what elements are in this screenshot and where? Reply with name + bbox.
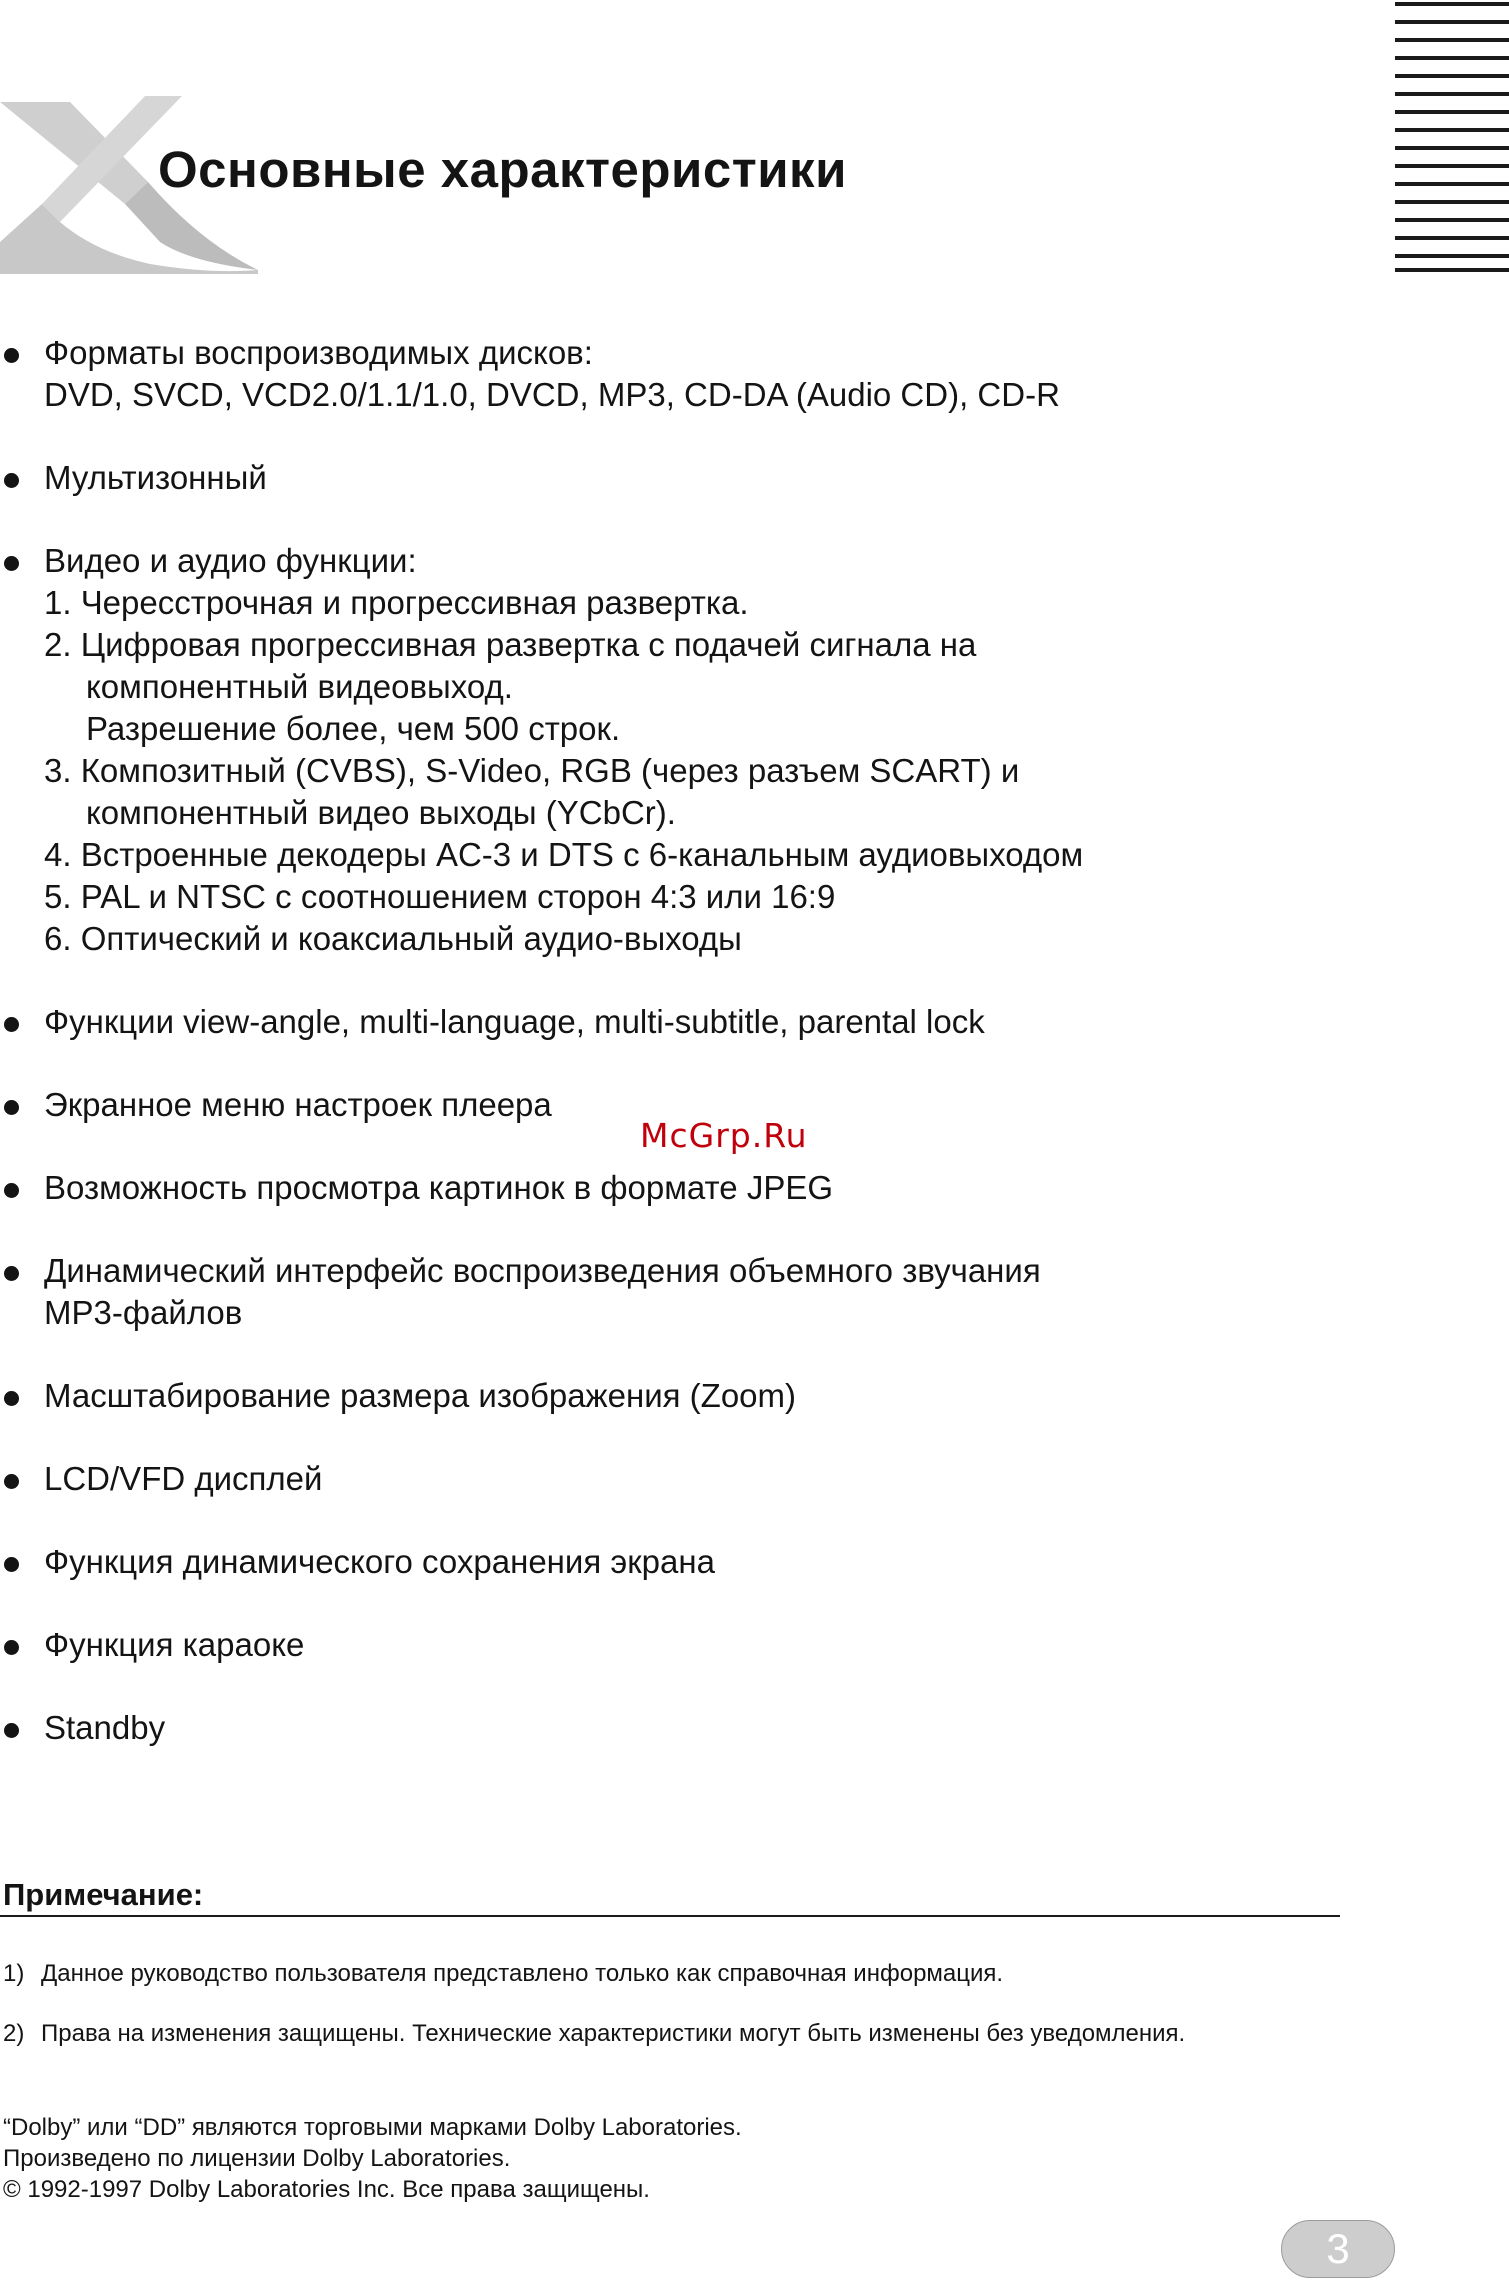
dolby-line: Произведено по лицензии Dolby Laboratories.	[3, 2145, 511, 2172]
feature-item	[0, 1458, 1380, 1500]
feature-subitem	[0, 624, 1380, 750]
bullet-icon	[4, 1100, 19, 1115]
feature-text: MP3-файлов	[44, 1294, 243, 1331]
feature-subitem-text: 6. Оптический и коаксиальный аудио-выходы	[44, 920, 742, 957]
note-item	[3, 1958, 1303, 1989]
feature-text: Функция динамического сохранения экрана	[44, 1543, 715, 1580]
note-list	[3, 1958, 1303, 2078]
feature-subitem	[0, 750, 1380, 834]
feature-item	[0, 1624, 1380, 1666]
page-title: Основные характеристики	[158, 141, 847, 198]
note-item	[3, 2018, 1303, 2049]
side-stripes	[1395, 0, 1509, 272]
feature-text: Видео и аудио функции:	[44, 542, 417, 579]
feature-item	[0, 1001, 1380, 1043]
feature-text: Масштабирование размера изображения (Zoom)	[44, 1377, 797, 1414]
note-divider	[0, 1915, 1340, 1917]
feature-list	[0, 332, 1380, 1790]
bullet-icon	[4, 556, 19, 571]
feature-text: Возможность просмотра картинок в формате JPEG	[44, 1169, 834, 1206]
feature-subitem	[0, 918, 1380, 960]
feature-subitem-continuation: компонентный видеовыход.	[86, 668, 513, 705]
dolby-line: “Dolby” или “DD” являются торговыми марками Dolby Laboratories.	[3, 2114, 742, 2141]
feature-subitem-continuation: компонентный видео выходы (YCbCr).	[86, 794, 676, 831]
feature-subitem-continuation: Разрешение более, чем 500 строк.	[86, 710, 621, 747]
bullet-icon	[4, 348, 19, 363]
feature-subitem-text: 2. Цифровая прогрессивная развертка с подачей сигнала на	[44, 626, 977, 663]
watermark: McGrp.Ru	[640, 1116, 808, 1155]
feature-subitem-text: 5. PAL и NTSC с соотношением сторон 4:3 или 16:9	[44, 878, 836, 915]
note-text: Данное руководство пользователя представлено только как справочная информация.	[41, 1960, 1004, 1987]
feature-item	[0, 457, 1380, 499]
feature-subitem-text: 4. Встроенные декодеры AC-3 и DTS с 6-канальным аудиовыходом	[44, 836, 1084, 873]
feature-subitem	[0, 582, 1380, 624]
dolby-notice	[3, 2112, 742, 2205]
bullet-icon	[4, 1183, 19, 1198]
note-number: 2)	[3, 2020, 25, 2047]
feature-sublist	[0, 582, 1380, 960]
bullet-icon	[4, 1723, 19, 1738]
feature-text: Динамический интерфейс воспроизведения объемного звучания	[44, 1252, 1041, 1289]
bullet-icon	[4, 1557, 19, 1572]
dolby-line: © 1992-1997 Dolby Laboratories Inc. Все права защищены.	[3, 2176, 650, 2203]
note-number: 1)	[3, 1960, 25, 1987]
bullet-icon	[4, 1266, 19, 1281]
bullet-icon	[4, 1640, 19, 1655]
feature-subitem-text: 3. Композитный (CVBS), S-Video, RGB (через разъем SCART) и	[44, 752, 1020, 789]
feature-text: DVD, SVCD, VCD2.0/1.1/1.0, DVCD, MP3, CD-DA (Audio CD), CD-R	[44, 376, 1060, 413]
feature-text: Функция караоке	[44, 1626, 305, 1663]
page-number-badge: 3	[1281, 2220, 1395, 2278]
feature-text: Standby	[44, 1709, 166, 1746]
bullet-icon	[4, 1391, 19, 1406]
feature-subitem-text: 1. Чересстрочная и прогрессивная развертка.	[44, 584, 749, 621]
feature-text: Мультизонный	[44, 459, 267, 496]
feature-text: LCD/VFD дисплей	[44, 1460, 323, 1497]
feature-text: Функции view-angle, multi-language, multi-subtitle, parental lock	[44, 1003, 985, 1040]
note-title: Примечание:	[3, 1877, 204, 1912]
feature-item	[0, 1375, 1380, 1417]
feature-subitem	[0, 834, 1380, 876]
feature-subitem	[0, 876, 1380, 918]
feature-item	[0, 1167, 1380, 1209]
feature-item	[0, 1707, 1380, 1749]
feature-text: Форматы воспроизводимых дисков:	[44, 334, 593, 371]
feature-item	[0, 540, 1380, 960]
bullet-icon	[4, 1017, 19, 1032]
bullet-icon	[4, 473, 19, 488]
feature-item	[0, 1541, 1380, 1583]
feature-item	[0, 332, 1380, 416]
note-text: Права на изменения защищены. Технические характеристики могут быть изменены без уведомления.	[41, 2020, 1186, 2047]
bullet-icon	[4, 1474, 19, 1489]
feature-item	[0, 1250, 1380, 1334]
feature-text: Экранное меню настроек плеера	[44, 1086, 552, 1123]
